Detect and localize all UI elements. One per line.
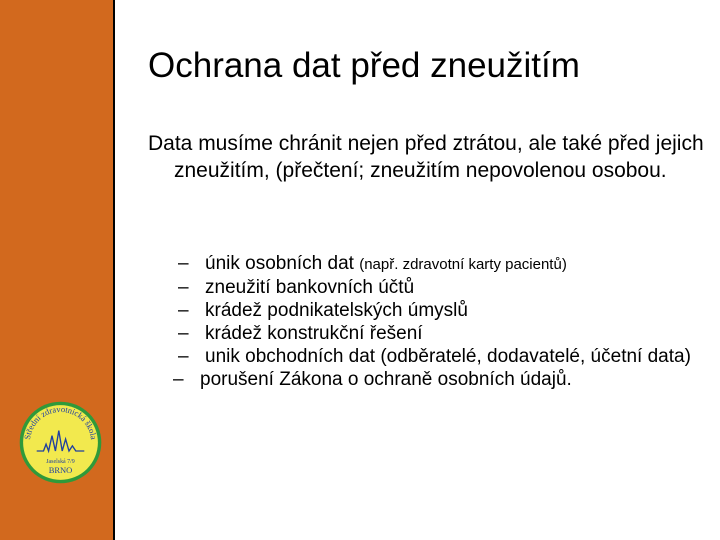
bullet-text: porušení Zákona o ochraně osobních údajů. [200, 369, 572, 390]
bullet-item [178, 322, 698, 345]
slide-title: Ochrana dat před zneužitím [148, 46, 580, 85]
bullet-item [178, 299, 698, 322]
school-logo [18, 400, 103, 485]
bullet-text: únik osobních dat [205, 253, 360, 274]
sidebar-divider [113, 0, 115, 540]
bullet-list [173, 252, 698, 391]
bullet-text: unik obchodních dat (odběratelé, dodavatelé, účetní data) [205, 346, 691, 367]
bullet-dash: – [178, 277, 189, 298]
logo-address: Jaselská 7/9 [46, 458, 75, 465]
bullet-dash: – [178, 300, 189, 321]
bullet-item [173, 368, 698, 391]
bullet-dash: – [178, 253, 189, 274]
bullet-item [178, 252, 698, 276]
bullet-dash: – [178, 323, 189, 344]
logo-arc-path: Střední zdravotnická škola [22, 403, 99, 441]
bullet-text: krádež podnikatelských úmyslů [205, 300, 468, 321]
bullet-dash: – [178, 346, 189, 367]
intro-paragraph: Data musíme chránit nejen před ztrátou, ale také před jejich zneužitím, (přečtení; zneužitím nepovolenou osobou. [148, 132, 704, 182]
bullet-text: zneužití bankovních účtů [205, 277, 415, 298]
bullet-text: krádež konstrukční řešení [205, 323, 423, 344]
bullet-item [178, 276, 698, 299]
bullet-item [178, 345, 698, 368]
bullet-note: (např. zdravotní karty pacientů) [359, 256, 567, 273]
logo-city: BRNO [48, 465, 73, 476]
bullet-dash: – [173, 369, 184, 390]
